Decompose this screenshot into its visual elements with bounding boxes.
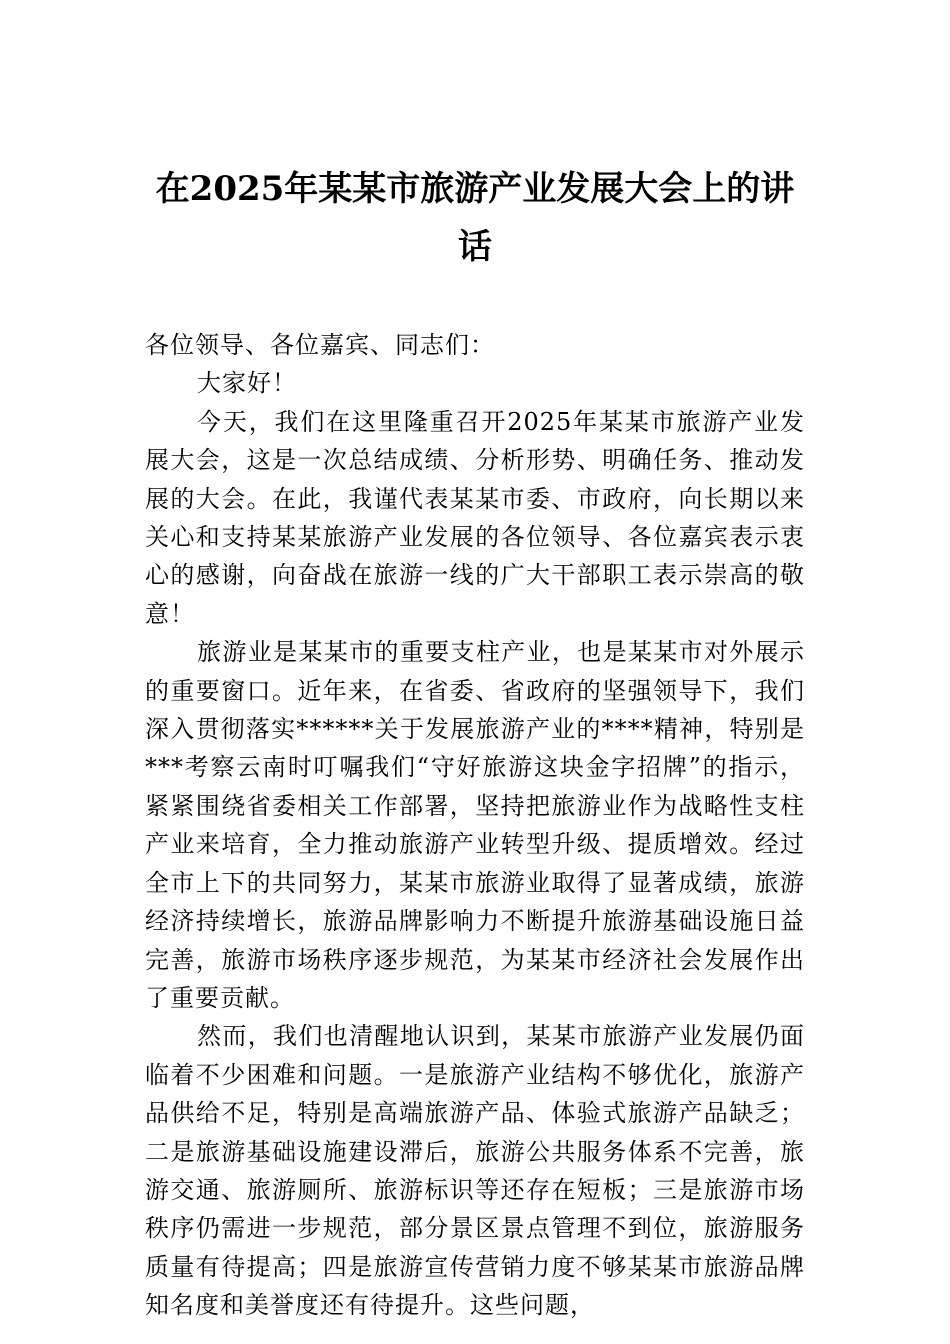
document-title: 在2025年某某市旅游产业发展大会上的讲话 <box>155 169 795 267</box>
paragraph-problems: 然而，我们也清醒地认识到，某某市旅游产业发展仍面临着不少困难和问题。一是旅游产业结构不够优化，旅游产品供给不足，特别是高端旅游产品、体验式旅游产品缺乏；二是旅游基础设施建设滞后，旅游公共服务体系不完善，旅游交通、旅游厕所、旅游标识等还存在短板；三是旅游市场秩序仍需进一步规范，部分景区景点管理不到位，旅游服务质量有待提高；四是旅游宣传营销力度不够某某市旅游品牌知名度和美誉度还有待提升。这些问题， <box>145 1022 805 1320</box>
salutation: 各位领导、各位嘉宾、同志们： <box>145 331 495 359</box>
greeting: 大家好！ <box>197 369 297 398</box>
document-body <box>145 326 805 1325</box>
paragraph-achievements: 旅游业是某某市的重要支柱产业，也是某某市对外展示的重要窗口。近年来，在省委、省政府的坚强领导下，我们深入贯彻落实******关于发展旅游产业的****精神，特别是***考察云南时叮嘱我们“守好旅游这块金字招牌”的指示，紧紧围绕省委相关工作部署，坚持把旅游业作为战略性支柱产业来培育，全力推动旅游产业转型升级、提质增效。经过全市上下的共同努力，某某市旅游业取得了显著成绩，旅游经济持续增长，旅游品牌影响力不断提升旅游基础设施日益完善，旅游市场秩序逐步规范，为某某市经济社会发展作出了重要贡献。 <box>145 638 805 1012</box>
paragraph-opening: 今天，我们在这里隆重召开2025年某某市旅游产业发展大会，这是一次总结成绩、分析形势、明确任务、推动发展的大会。在此，我谨代表某某市委、市政府，向长期以来关心和支持某某旅游产业发展的各位领导、各位嘉宾表示衷心的感谢，向奋战在旅游一线的广大干部职工表示崇高的敬意！ <box>145 407 805 628</box>
